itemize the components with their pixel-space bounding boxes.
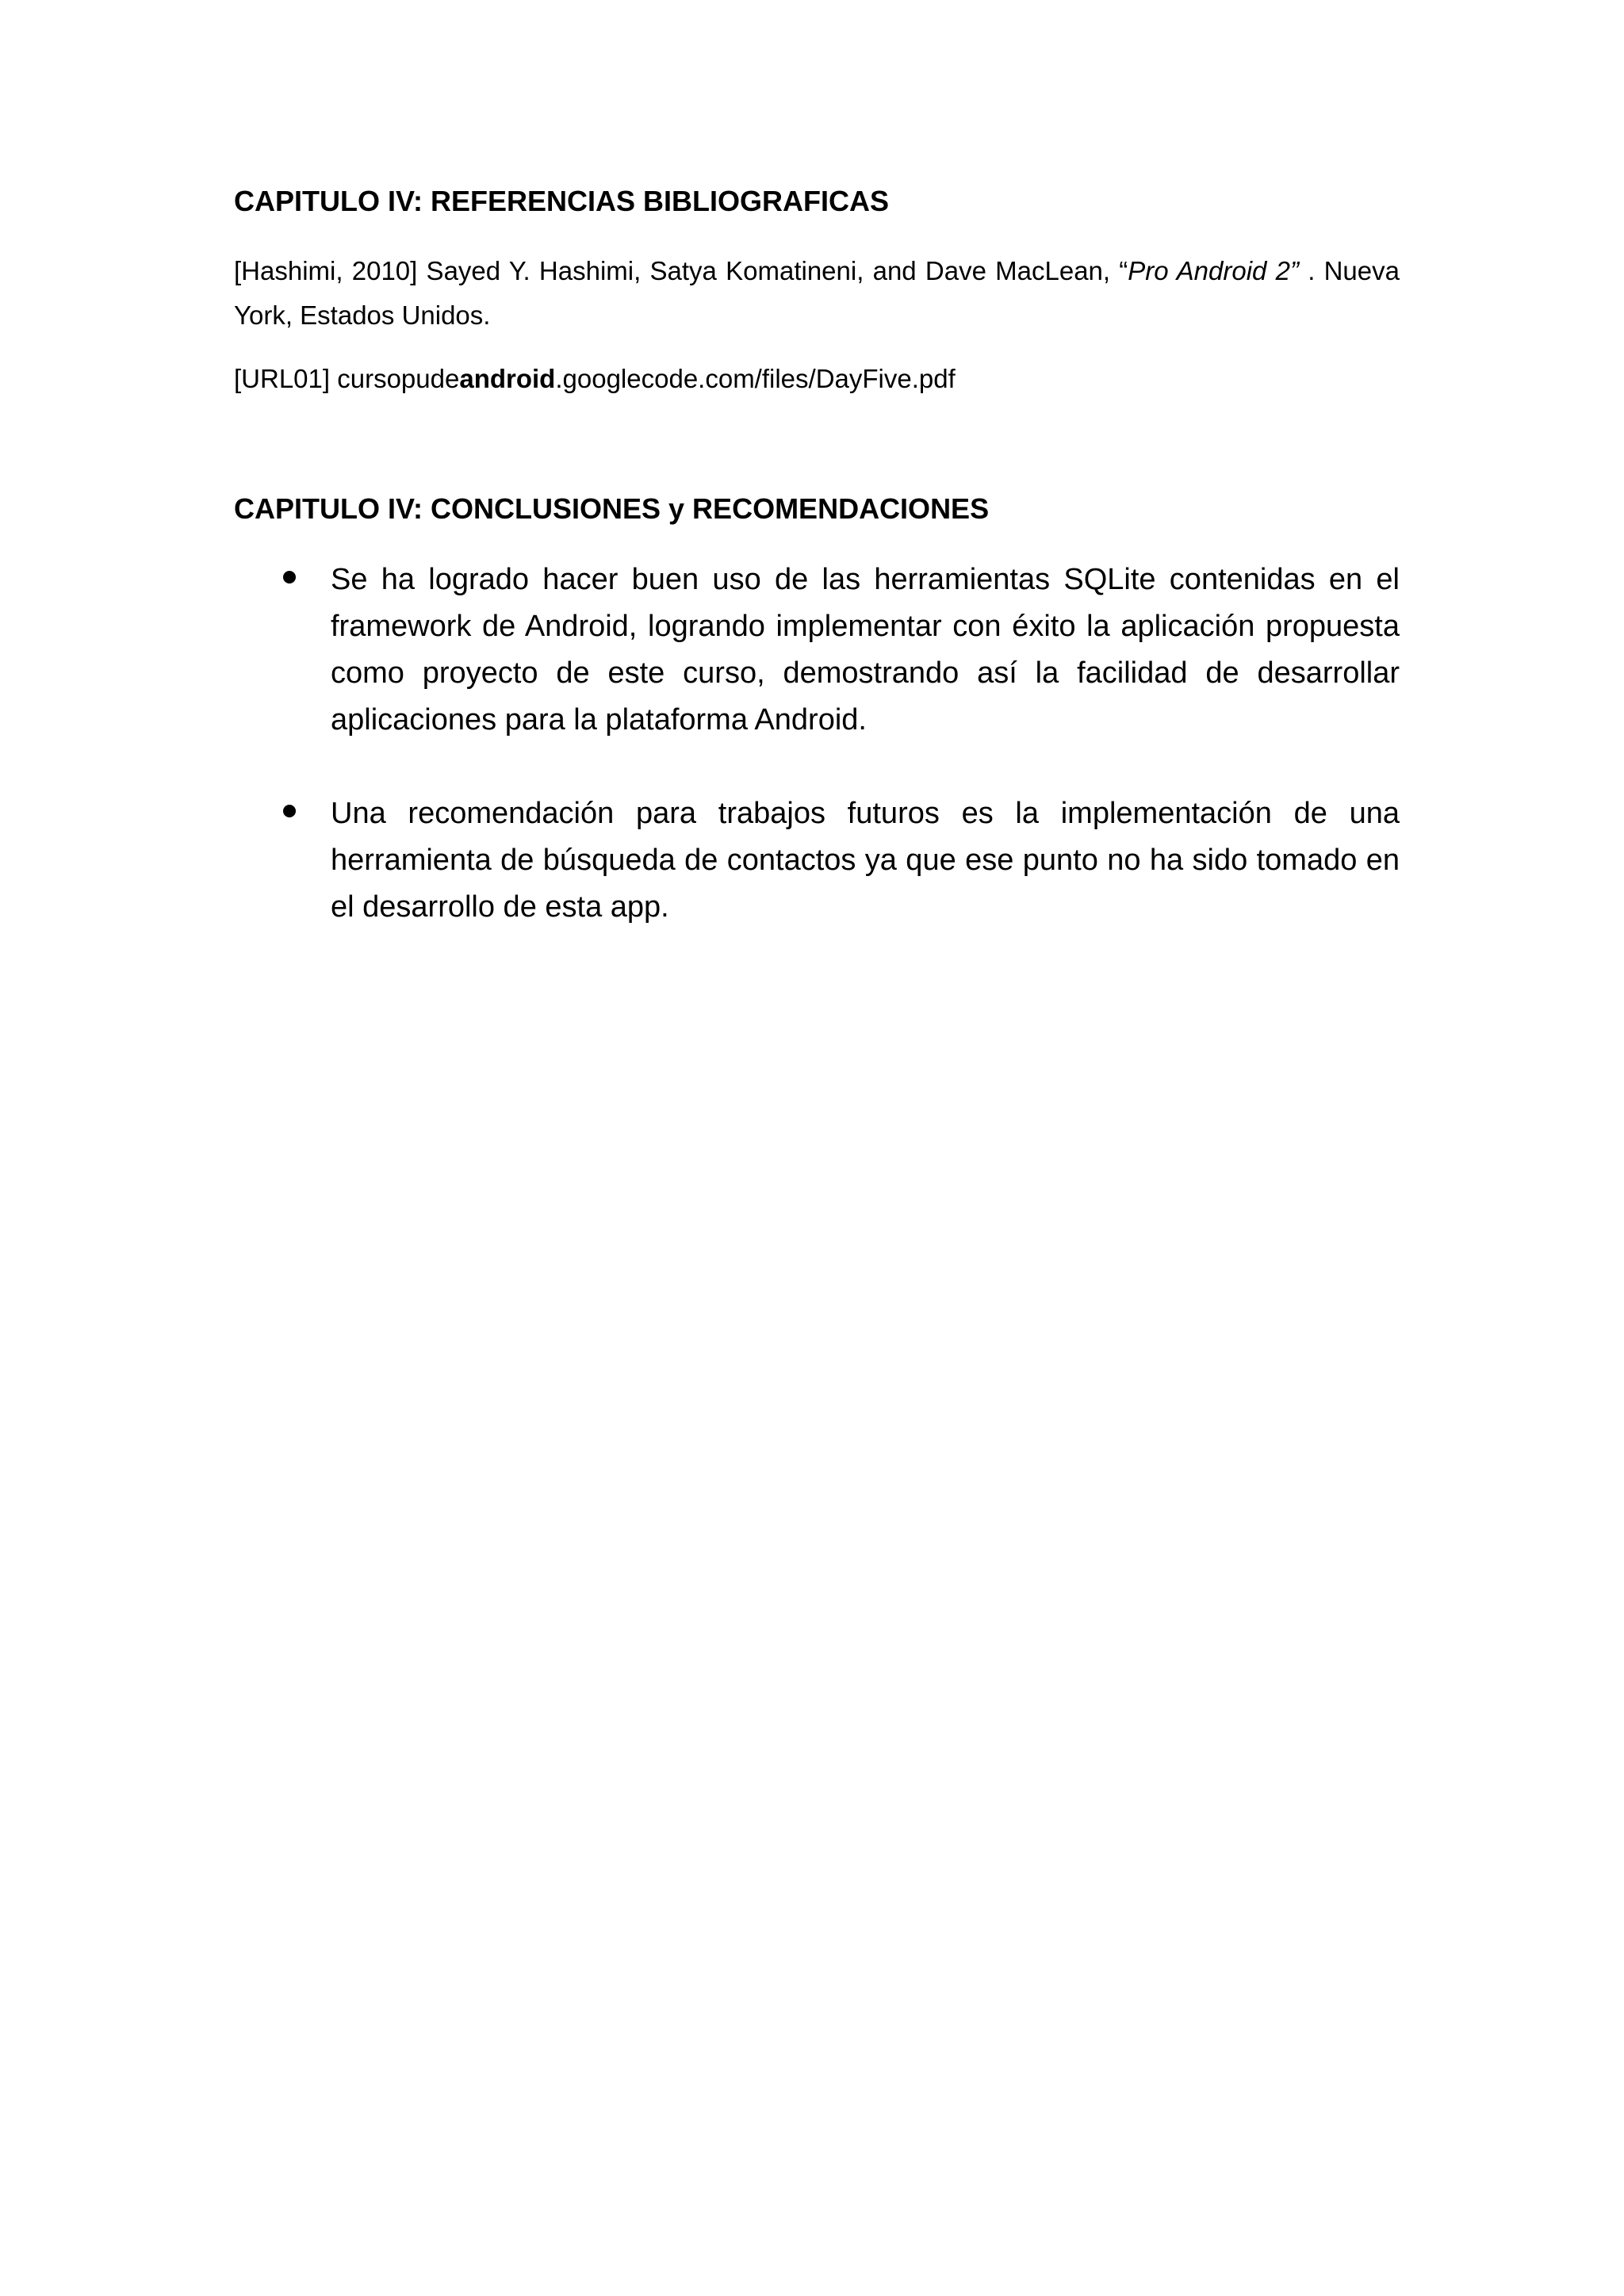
bullet-icon	[283, 805, 296, 817]
reference-hashimi-authors: [Hashimi, 2010] Sayed Y. Hashimi, Satya Komatineni, and Dave MacLean, “	[234, 256, 1128, 285]
references-heading: CAPITULO IV: REFERENCIAS BIBLIOGRAFICAS	[234, 185, 890, 217]
recommendation-item	[234, 790, 1400, 931]
conclusion-item	[234, 557, 1400, 744]
conclusion-text: Se ha logrado hacer buen uso de las herramientas SQLite contenidas en el framework de Android, logrando implementar con éxito la aplicación propuesta como proyecto de este curso, demostrando así la facilidad de desarrollar aplicaciones para la plataforma Android.	[331, 563, 1400, 737]
bullet-icon	[283, 571, 296, 584]
conclusions-heading: CAPITULO IV: CONCLUSIONES y RECOMENDACIONES	[234, 492, 990, 525]
conclusions-list	[234, 557, 1400, 931]
reference-hashimi-location: . Nueva York, Estados Unidos.	[234, 256, 1400, 330]
reference-hashimi-title: Pro Android 2”	[1128, 256, 1299, 285]
reference-url01	[234, 357, 1400, 401]
reference-url01-bold: android	[459, 364, 556, 393]
reference-url01-suffix: .googlecode.com/files/DayFive.pdf	[555, 364, 956, 393]
reference-hashimi	[234, 249, 1400, 338]
recommendation-text: Una recomendación para trabajos futuros es la implementación de una herramienta de búsqueda de contactos ya que ese punto no ha sido tomado en el desarrollo de esta app.	[331, 797, 1400, 924]
reference-url01-prefix: [URL01] cursopude	[234, 364, 460, 393]
page-content	[234, 182, 1400, 931]
